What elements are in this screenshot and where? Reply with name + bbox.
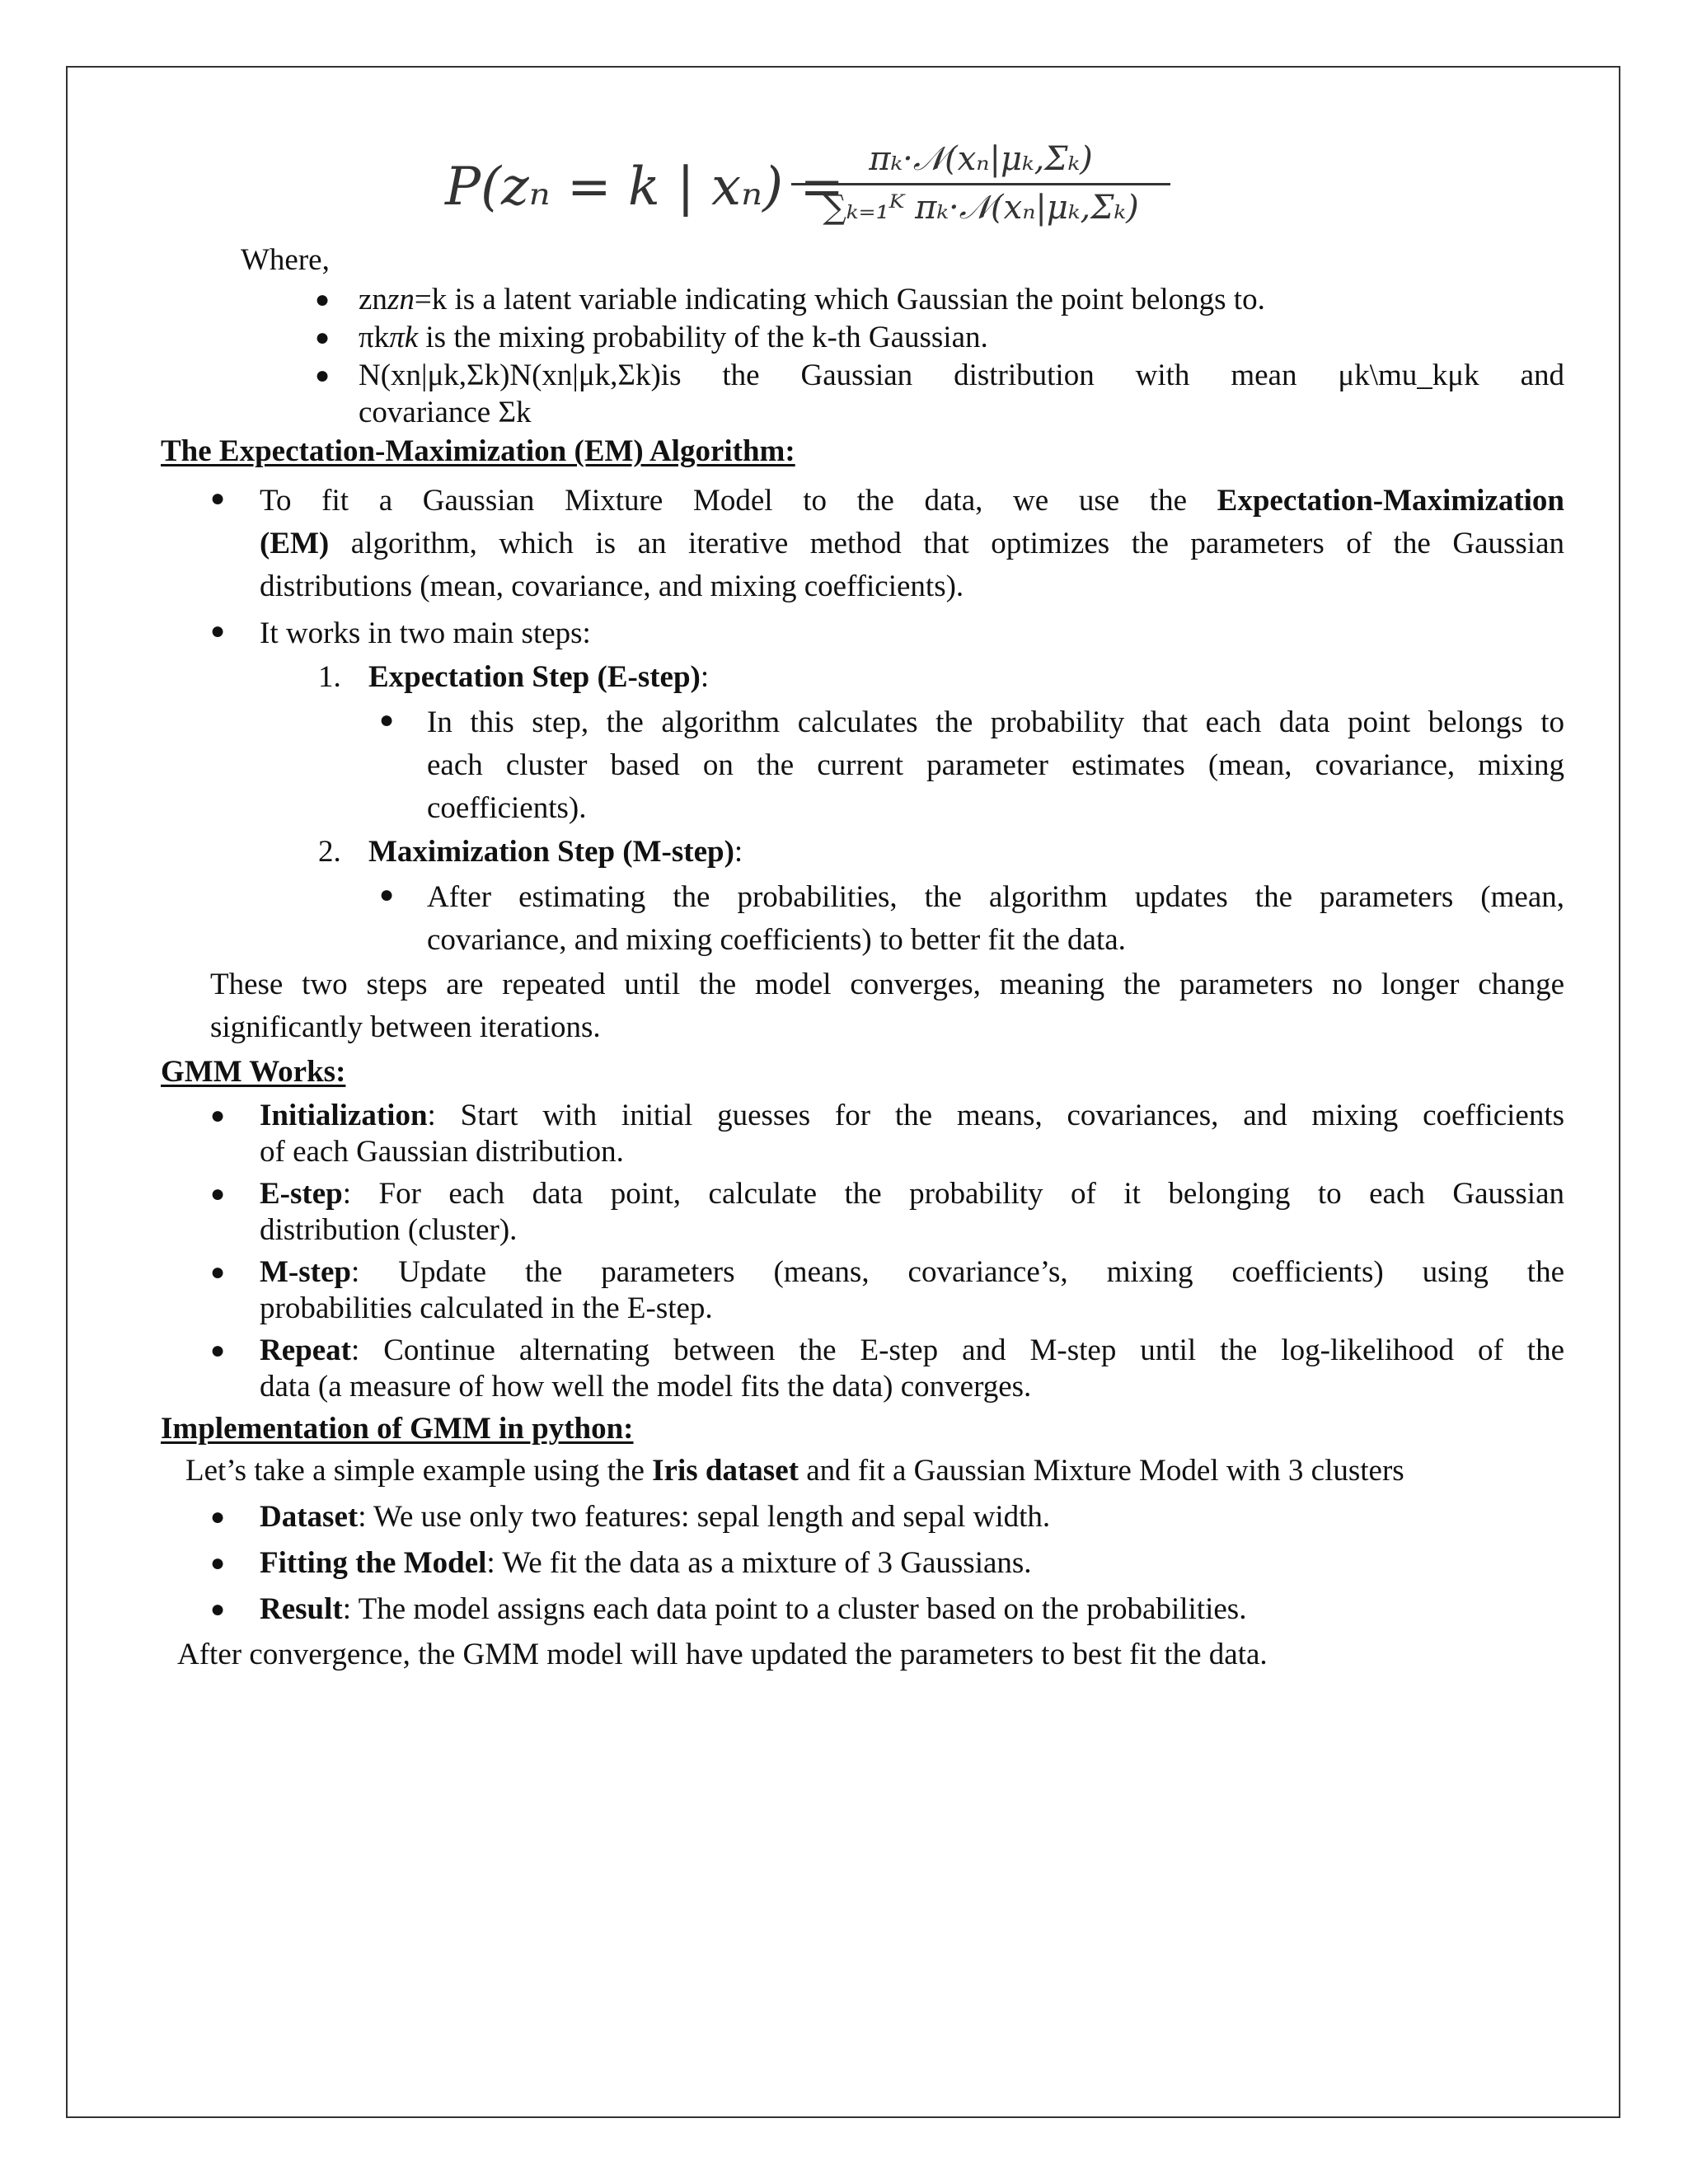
gmm-item-mstep-line2: probabilities calculated in the E-step. xyxy=(260,1291,713,1325)
gmm-item-repeat-line1: Repeat: Continue alternating between the E-step and M-step until the log-likelihood of the xyxy=(260,1333,1564,1367)
step-2-title: Maximization Step (M-step): xyxy=(368,835,743,869)
em-bullet-1-line3: distributions (mean, covariance, and mixing coefficients). xyxy=(260,569,964,603)
gmm-item-estep-line1: E-step: For each data point, calculate the probability of it belonging to each Gaussian xyxy=(260,1177,1564,1211)
step-1-line2: each cluster based on the current parameter estimates (mean, covariance, mixing xyxy=(427,748,1564,782)
where-item-latent: znzn=k is a latent variable indicating which Gaussian the point belongs to. xyxy=(359,283,1265,316)
where-item-gaussian-line1: N(xn|μk,Σk)N(xn|μk,Σk)is the Gaussian distribution with mean μk\mu_kμk and xyxy=(359,359,1564,392)
gmm-item-initialization-line2: of each Gaussian distribution. xyxy=(260,1135,624,1169)
formula-numerator: πₖ·𝒩(xₙ|μₖ,Σₖ) xyxy=(791,140,1170,185)
implementation-item-dataset: Dataset: We use only two features: sepal length and sepal width. xyxy=(260,1500,1051,1534)
step-2-line1: After estimating the probabilities, the algorithm updates the parameters (mean, xyxy=(427,880,1564,914)
gmm-item-estep-line2: distribution (cluster). xyxy=(260,1213,518,1247)
implementation-intro: Let’s take a simple example using the Iris dataset and fit a Gaussian Mixture Model with 3 clusters xyxy=(185,1454,1404,1488)
gmm-item-mstep-line1: M-step: Update the parameters (means, covariance’s, mixing coefficients) using the xyxy=(260,1255,1564,1289)
implementation-closing: After convergence, the GMM model will have updated the parameters to best fit the data. xyxy=(177,1638,1268,1671)
formula-fraction xyxy=(791,140,1170,227)
em-bullet-2: It works in two main steps: xyxy=(260,616,591,650)
step-1-number: 1. xyxy=(318,660,341,694)
implementation-heading: Implementation of GMM in python: xyxy=(161,1412,634,1446)
bullet-icon: ● xyxy=(210,1596,226,1623)
gmm-item-initialization-line1: Initialization: Start with initial guesses for the means, covariances, and mixing coefficients xyxy=(260,1099,1564,1132)
bullet-icon: ● xyxy=(210,485,226,512)
where-item-mixing: πkπk is the mixing probability of the k-th Gaussian. xyxy=(359,321,988,354)
step-2-line2: covariance, and mixing coefficients) to better fit the data. xyxy=(427,923,1126,957)
step-1-line1: In this step, the algorithm calculates the probability that each data point belongs to xyxy=(427,705,1564,739)
bullet-icon: ● xyxy=(210,1180,226,1207)
implementation-item-fitting: Fitting the Model: We fit the data as a mixture of 3 Gaussians. xyxy=(260,1546,1032,1580)
gmm-item-repeat-line2: data (a measure of how well the model fits the data) converges. xyxy=(260,1370,1032,1404)
bullet-icon: ● xyxy=(210,1337,226,1364)
em-heading: The Expectation-Maximization (EM) Algorithm: xyxy=(161,434,795,468)
bullet-icon: ● xyxy=(210,617,226,644)
bullet-icon: ● xyxy=(315,286,331,313)
where-label: Where, xyxy=(241,243,330,277)
bullet-icon: ● xyxy=(315,362,331,389)
bullet-icon: ● xyxy=(210,1549,226,1577)
bullet-icon: ● xyxy=(210,1503,226,1530)
bullet-icon: ● xyxy=(379,706,395,733)
step-1-line3: coefficients). xyxy=(427,791,587,825)
where-item-gaussian-line2: covariance Σk xyxy=(359,396,532,429)
step-1-title: Expectation Step (E-step): xyxy=(368,660,710,694)
implementation-item-result: Result: The model assigns each data point to a cluster based on the probabilities. xyxy=(260,1592,1247,1626)
em-bullet-1-line2: (EM) algorithm, which is an iterative method that optimizes the parameters of the Gaussian xyxy=(260,527,1564,560)
em-summary-line1: These two steps are repeated until the model converges, meaning the parameters no longer change xyxy=(210,968,1564,1001)
em-bullet-1-line1: To fit a Gaussian Mixture Model to the data, we use the Expectation-Maximization xyxy=(260,484,1564,518)
posterior-formula xyxy=(445,140,1269,247)
formula-denominator: ∑ₖ₌₁ᴷ πₖ·𝒩(xₙ|μₖ,Σₖ) xyxy=(823,189,1139,227)
formula-lhs: P(zₙ = k | xₙ) = xyxy=(445,157,844,218)
bullet-icon: ● xyxy=(315,324,331,351)
gmm-works-heading: GMM Works: xyxy=(161,1055,346,1089)
step-2-number: 2. xyxy=(318,835,341,869)
em-summary-line2: significantly between iterations. xyxy=(210,1010,601,1044)
bullet-icon: ● xyxy=(210,1102,226,1129)
bullet-icon: ● xyxy=(379,881,395,908)
bullet-icon: ● xyxy=(210,1258,226,1286)
